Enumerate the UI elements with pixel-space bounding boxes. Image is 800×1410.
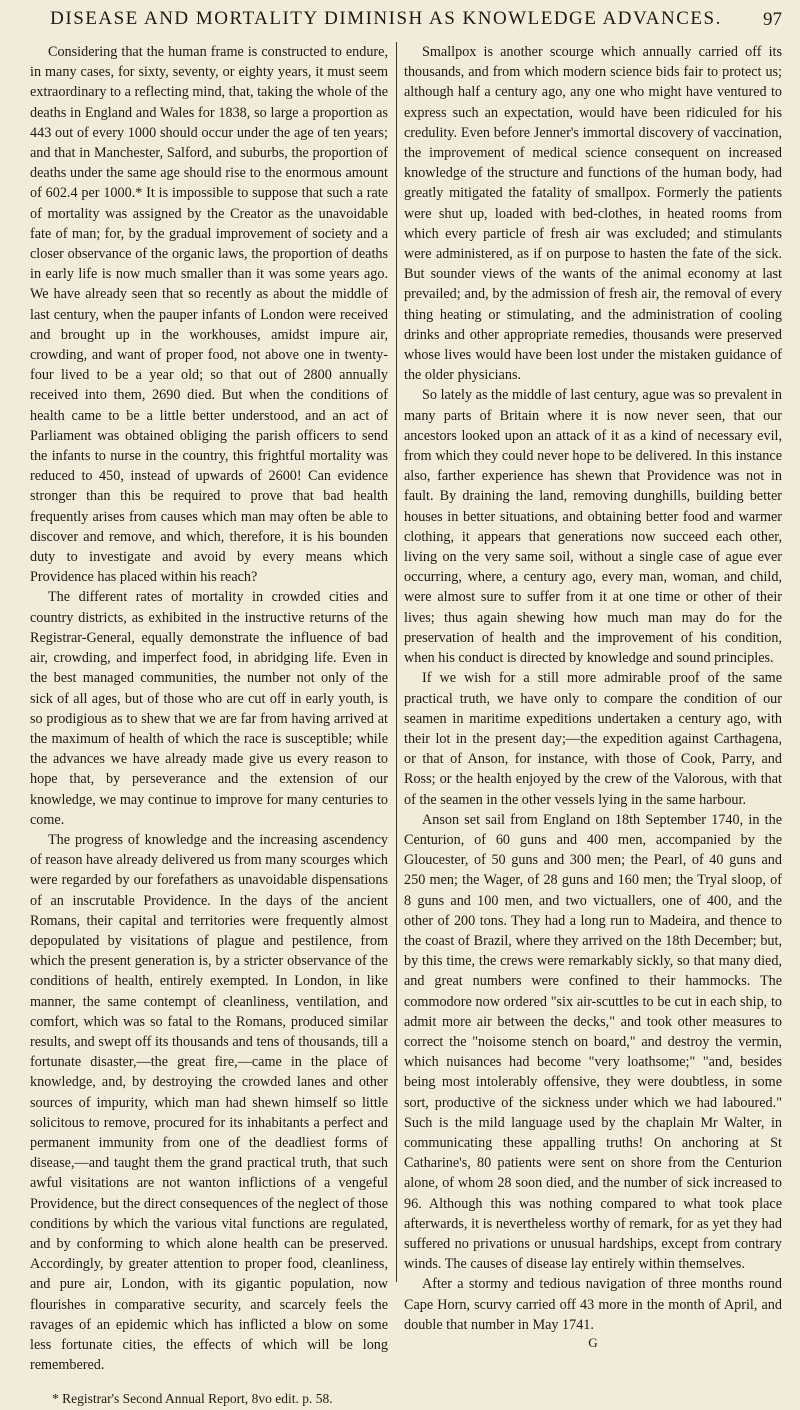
paragraph: Anson set sail from England on 18th September 1740, in the Centurion, of 60 guns and 400 men, accompanied by the Gloucester, of 50 guns and 300 men; the Pearl, of 40 guns and 250 men; the Wager, of 28 guns and 160 men; the Tryal sloop, of 8 guns and 100 men, and two victuallers, one of 400, and the other of 200 tons. They had a long run to Madeira, and thence to the coast of Brazil, where they arrived on the 18th December; but, by this time, the crews were remarkably sickly, so that many died, and great numbers were confined to their hammocks. The commodore now ordered "six air-scuttles to be cut in each ship, to admit more air between the decks," and took other measures to correct the "noisome stench on board," and destroy the vermin, which nuisances had become "very loathsome;" "and, besides being most intolerably offensive, they were doubtless, in some sort, productive of the sickness under which we had laboured." Such is the mild language used by the chaplain Mr Walter, in communicating these appalling truths! On anchoring at St Catharine's, 80 patients were sent on shore from the Centurion alone, of whom 28 soon died, and the number of sick increased to 96. Although this was nothing compared to what took place afterwards, it is nevertheless worthy of remark, for as yet they had suffered no privations or unusual hardships, except from contrary winds. The causes of disease lay entirely within themselves. [404, 811, 782, 1273]
paragraph: After a stormy and tedious navigation of three months round Cape Horn, scurvy carried off 43 more in the month of April, and double that number in May 1741. [404, 1276, 782, 1333]
paragraph: Smallpox is another scourge which annually carried off its thousands, and from which modern science bids fair to protect us; although half a century ago, any one who might have ventured to express such an expectation, would have been ridiculed for his credulity. Even before Jenner's immortal discovery of vaccination, the improvement of medical science consequent on increased knowledge of the structure and functions of the human body, had greatly mitigated the fatality of smallpox. Formerly the patients were shut up, loaded with bed-clothes, in heated rooms from which every particle of fresh air was excluded; and stimulants were administered, as if on purpose to hasten the fate of the sick. But sounder views of the wants of the animal economy at last prevailed; and, by the admission of fresh air, the removal of every thing heating or stimulating, and the administration of cooling drinks and other appropriate remedies, thousands were preserved whose lives would have been lost under the mistaken guidance of the older physicians. [404, 44, 782, 384]
page-number: 97 [763, 9, 782, 30]
page-header [30, 8, 782, 32]
paragraph: The progress of knowledge and the increasing ascendency of reason have already delivered us from many scourges which were regarded by our forefathers as unavoidable dispensations of an inscrutable Providence. In the days of the ancient Romans, their capital and territories were frequently almost depopulated by visitations of plague and pestilence, from which the present generation is, by a stricter observance of the conditions of health, entirely exempted. In London, in like manner, the same contempt of cleanliness, ventilation, and comfort, which was so fatal to the Romans, produced similar results, and swept off its thousands and tens of thousands, till a fortunate disaster,—the great fire,—came in the place of knowledge, and, by destroying the crowded lanes and other sources of impurity, which man had shewn himself so little solicitous to remove, procured for its inhabitants a perfect and permanent immunity from one of the deadliest forms of disease,—and taught them the grand practical truth, that such awful visitations are not wanton inflictions of a vengeful Providence, but the direct consequences of the neglect of those conditions by which the various vital functions are regulated, and by conforming to which alone health can be preserved. Accordingly, by greater attention to proper food, cleanliness, and pure air, London, with its gigantic population, now flourishes in comparative security, and scarcely feels the ravages of an epidemic which has inflicted a blow on some less fortunate cities, the effects of which will be long remembered. [30, 831, 388, 1374]
column-divider [396, 42, 397, 1282]
paragraph: Considering that the human frame is constructed to endure, in many cases, for sixty, seventy, or eighty years, it must seem extraordinary to a reflecting mind, that, taking the whole of the deaths in England and Wales for 1838, so large a proportion as 443 out of every 1000 should occur under the age of ten years; and that in Manchester, Salford, and suburbs, the proportion of deaths under the same age should rise to the enormous amount of 602.4 per 1000.* It is impossible to suppose that such a rate of mortality was assigned by the Creator as the unavoidable fate of man; for, by the gradual improvement of society and a closer observance of the organic laws, the proportion of deaths in early life is now much smaller than it was some years ago. We have already seen that so recently as about the middle of last century, when the pauper infants of London were received and brought up in the workhouses, amidst impure air, crowding, and want of proper food, not above one in twenty-four lived to be a year old; so that out of 2800 annually received into them, 2690 died. But when the conditions of health came to be a little better understood, and an act of Parliament was obtained obliging the parish officers to send the infants to nurse in the country, this frightful mortality was reduced to 450, instead of upwards of 2600! Can evidence stronger than this be required to prove that bad health frequently arises from causes which man may often be able to discover and remove, and which, therefore, it is his bounden duty to investigate and avoid by every means which Providence has placed within his reach? [30, 44, 388, 586]
footnote: * Registrar's Second Annual Report, 8vo edit. p. 58. [52, 1391, 333, 1407]
running-head: DISEASE AND MORTALITY DIMINISH AS KNOWLEDGE ADVANCES. [50, 8, 722, 29]
right-column [404, 42, 782, 1351]
paragraph: If we wish for a still more admirable proof of the same practical truth, we have only to compare the condition of our seamen in maritime expeditions undertaken a century ago, with their lot in the present day;—the expedition against Carthagena, or that of Anson, for instance, with those of Cook, Parry, and Ross; or the health enjoyed by the crew of the Valorous, with that of the seamen in the other vessels lying in the same harbour. [404, 670, 782, 808]
left-column [30, 42, 388, 1410]
signature-mark: G [588, 1335, 598, 1350]
paragraph: So lately as the middle of last century, ague was so prevalent in many parts of Britain where it is now never seen, that our ancestors looked upon an attack of it as a kind of necessary evil, from which they could never hope to be delivered. In this instance also, farther experience has shewn that Providence was not in fault. By draining the land, removing dunghills, building better houses in better situations, and obtaining better food and warmer clothing, it appears that generations now succeed each other, living on the very same soil, without a single case of ague ever occurring, where, a century ago, every man, woman, and child, were almost sure to suffer from it at one time or other of their lives; thus again shewing how much man may do for the preservation of health and the improvement of his condition, when his conduct is directed by knowledge and sound principles. [404, 387, 782, 667]
paragraph: The different rates of mortality in crowded cities and country districts, as exhibited in the instructive returns of the Registrar-General, equally demonstrate the influence of bad air, crowding, and imperfect food, in abridging life. Even in the best managed communities, the number not only of the sick of all ages, but of those who are cut off in early youth, is so prodigious as to shew that we are far from having arrived at the maximum of health of which the race is susceptible; while the advances we have already made give us every reason to hope that, by perseverance and the extension of our knowledge, we may continue to improve for many centuries to come. [30, 589, 388, 828]
